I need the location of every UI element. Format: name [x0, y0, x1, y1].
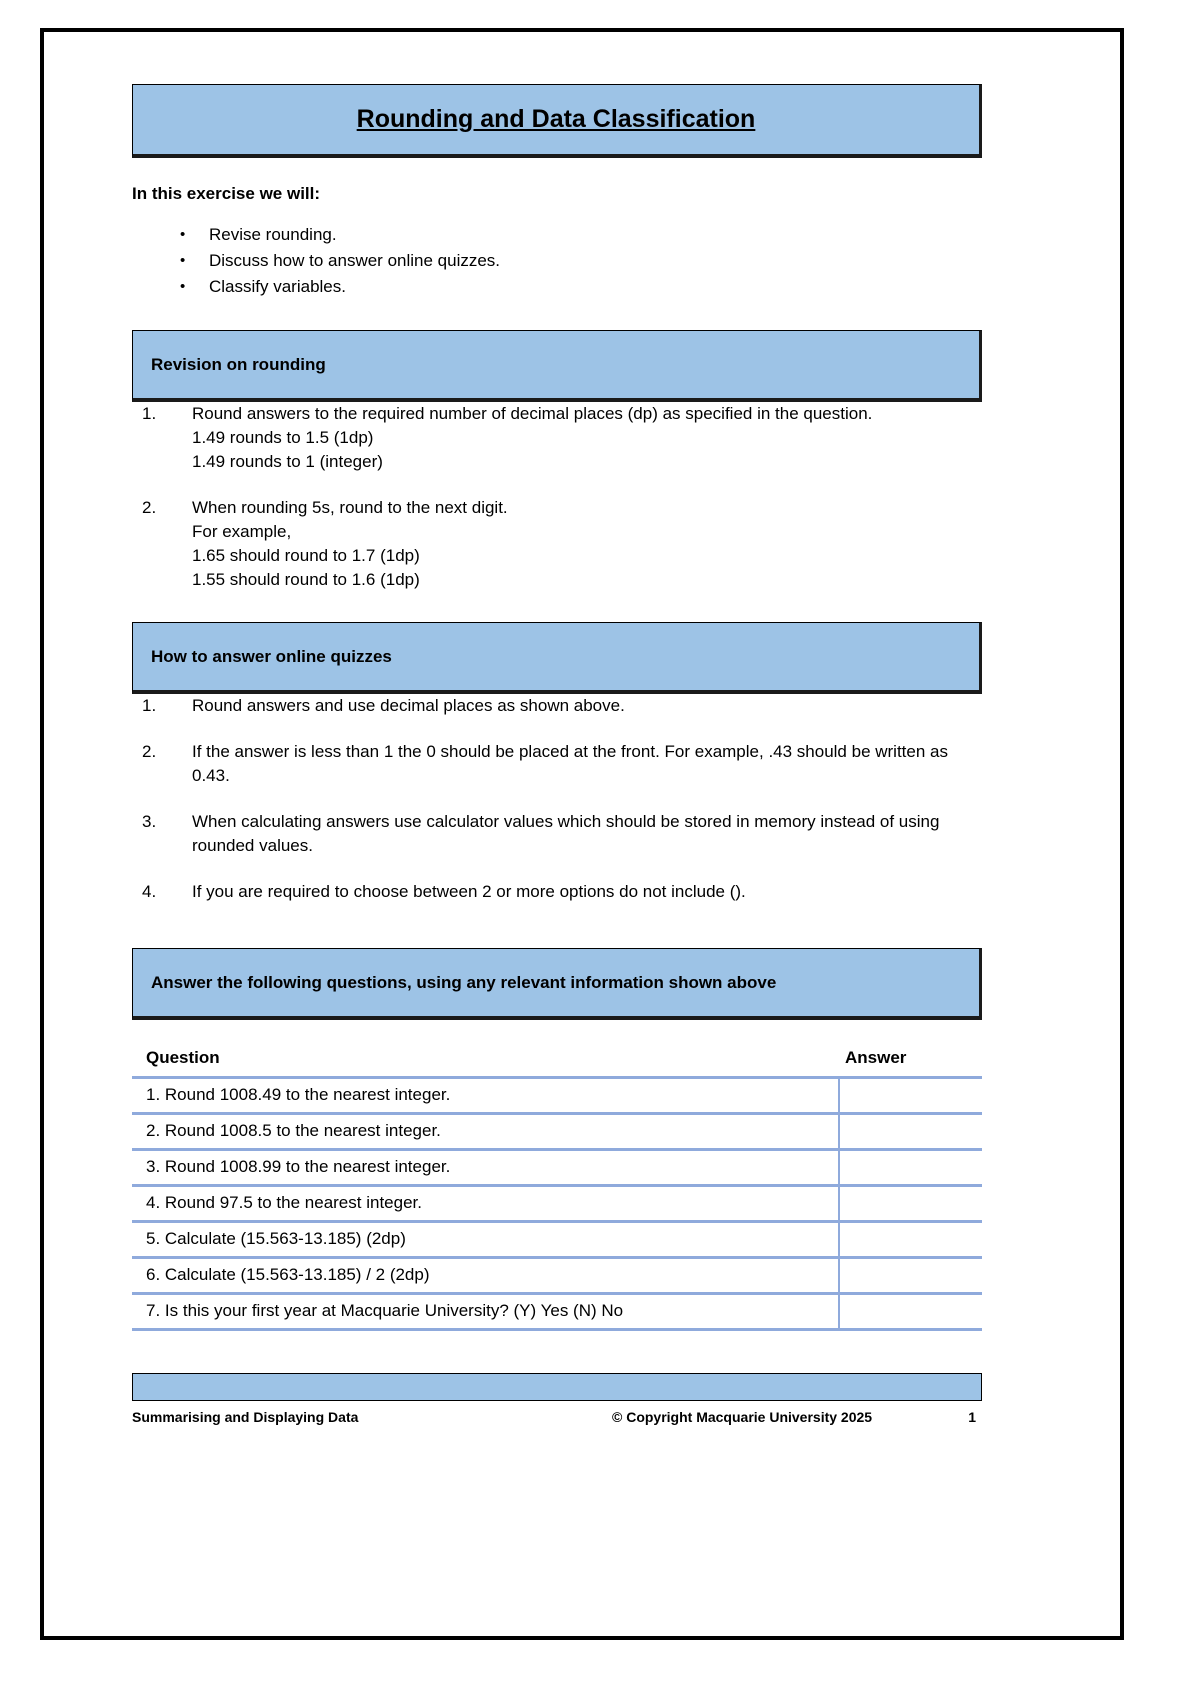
questions-table: [132, 1042, 982, 1331]
answer-cell[interactable]: [839, 1258, 982, 1294]
answer-cell[interactable]: [839, 1150, 982, 1186]
question-cell: 3. Round 1008.99 to the nearest integer.: [132, 1150, 839, 1186]
quiz-rules-list: [132, 694, 988, 904]
list-item-example: 1.49 rounds to 1.5 (1dp): [192, 428, 374, 447]
answer-cell[interactable]: [839, 1114, 982, 1150]
list-item-example: 1.49 rounds to 1 (integer): [192, 452, 383, 471]
list-item-number: 4.: [142, 882, 157, 901]
list-item-number: 3.: [142, 812, 157, 831]
list-item: [132, 248, 988, 274]
footer-copyright: © Copyright Macquarie University 2025: [612, 1409, 873, 1425]
list-item-label: Round answers and use decimal places as shown above.: [192, 696, 625, 715]
list-item: [132, 274, 988, 300]
table-row: [132, 1186, 982, 1222]
list-item-label: Classify variables.: [209, 277, 346, 296]
footer-banner: [132, 1373, 982, 1401]
bullet-icon: •: [180, 226, 186, 243]
list-item: [132, 496, 988, 592]
footer-page-number: 1: [968, 1409, 976, 1425]
answer-cell[interactable]: [839, 1078, 982, 1114]
page-content: [132, 84, 988, 1584]
table-row: [132, 1222, 982, 1258]
footer: [132, 1409, 982, 1431]
table-row: [132, 1294, 982, 1330]
question-cell: 4. Round 97.5 to the nearest integer.: [132, 1186, 839, 1222]
rounding-rules-list: [132, 402, 988, 592]
list-item-number: 2.: [142, 742, 157, 761]
list-item-label: If the answer is less than 1 the 0 should be placed at the front. For example, .43 should be written as 0.43.: [192, 742, 948, 785]
table-row: [132, 1078, 982, 1114]
footer-left-text: Summarising and Displaying Data: [132, 1409, 359, 1425]
list-item: [132, 694, 988, 718]
list-item: [132, 810, 988, 858]
list-item: [132, 402, 988, 474]
list-item: [132, 740, 988, 788]
question-cell: 5. Calculate (15.563-13.185) (2dp): [132, 1222, 839, 1258]
list-item-number: 2.: [142, 498, 157, 517]
bullet-icon: •: [180, 278, 186, 295]
list-item-label: When calculating answers use calculator values which should be stored in memory instead of using rounded values.: [192, 812, 940, 855]
list-item-label: If you are required to choose between 2 or more options do not include ().: [192, 882, 746, 901]
table-row: [132, 1114, 982, 1150]
title-banner: [132, 84, 982, 158]
page-title: Rounding and Data Classification: [356, 105, 756, 133]
list-item-number: 1.: [142, 404, 157, 423]
section-heading: How to answer online quizzes: [151, 646, 392, 666]
question-cell: 2. Round 1008.5 to the nearest integer.: [132, 1114, 839, 1150]
list-item-label: Revise rounding.: [209, 225, 337, 244]
list-item-number: 1.: [142, 696, 157, 715]
intro-bullet-list: [132, 222, 988, 300]
list-item-example: 1.55 should round to 1.6 (1dp): [192, 570, 420, 589]
answer-cell[interactable]: [839, 1186, 982, 1222]
list-item: [132, 222, 988, 248]
question-cell: 7. Is this your first year at Macquarie University? (Y) Yes (N) No: [132, 1294, 839, 1330]
list-item-label: When rounding 5s, round to the next digit.: [192, 498, 508, 517]
column-header-question: Question: [132, 1042, 839, 1078]
list-item-label: Discuss how to answer online quizzes.: [209, 251, 501, 270]
section-banner-how-to-answer-online-quizzes: [132, 622, 982, 694]
list-item-label: Round answers to the required number of decimal places (dp) as specified in the question.: [192, 404, 873, 423]
table-header-row: [132, 1042, 982, 1078]
section-banner-answer-questions: [132, 948, 982, 1020]
list-item-example: For example,: [192, 522, 292, 541]
column-header-answer: Answer: [839, 1042, 982, 1078]
table-row: [132, 1150, 982, 1186]
question-cell: 6. Calculate (15.563-13.185) / 2 (2dp): [132, 1258, 839, 1294]
answer-cell[interactable]: [839, 1294, 982, 1330]
intro-heading: In this exercise we will:: [132, 184, 321, 203]
question-cell: 1. Round 1008.49 to the nearest integer.: [132, 1078, 839, 1114]
answer-cell[interactable]: [839, 1222, 982, 1258]
bullet-icon: •: [180, 252, 186, 269]
table-row: [132, 1258, 982, 1294]
section-banner-revision-on-rounding: [132, 330, 982, 402]
list-item-example: 1.65 should round to 1.7 (1dp): [192, 546, 420, 565]
section-heading: Answer the following questions, using any relevant information shown above: [151, 972, 777, 992]
list-item: [132, 880, 988, 904]
section-heading: Revision on rounding: [151, 354, 326, 374]
page-border: [40, 28, 1124, 1640]
